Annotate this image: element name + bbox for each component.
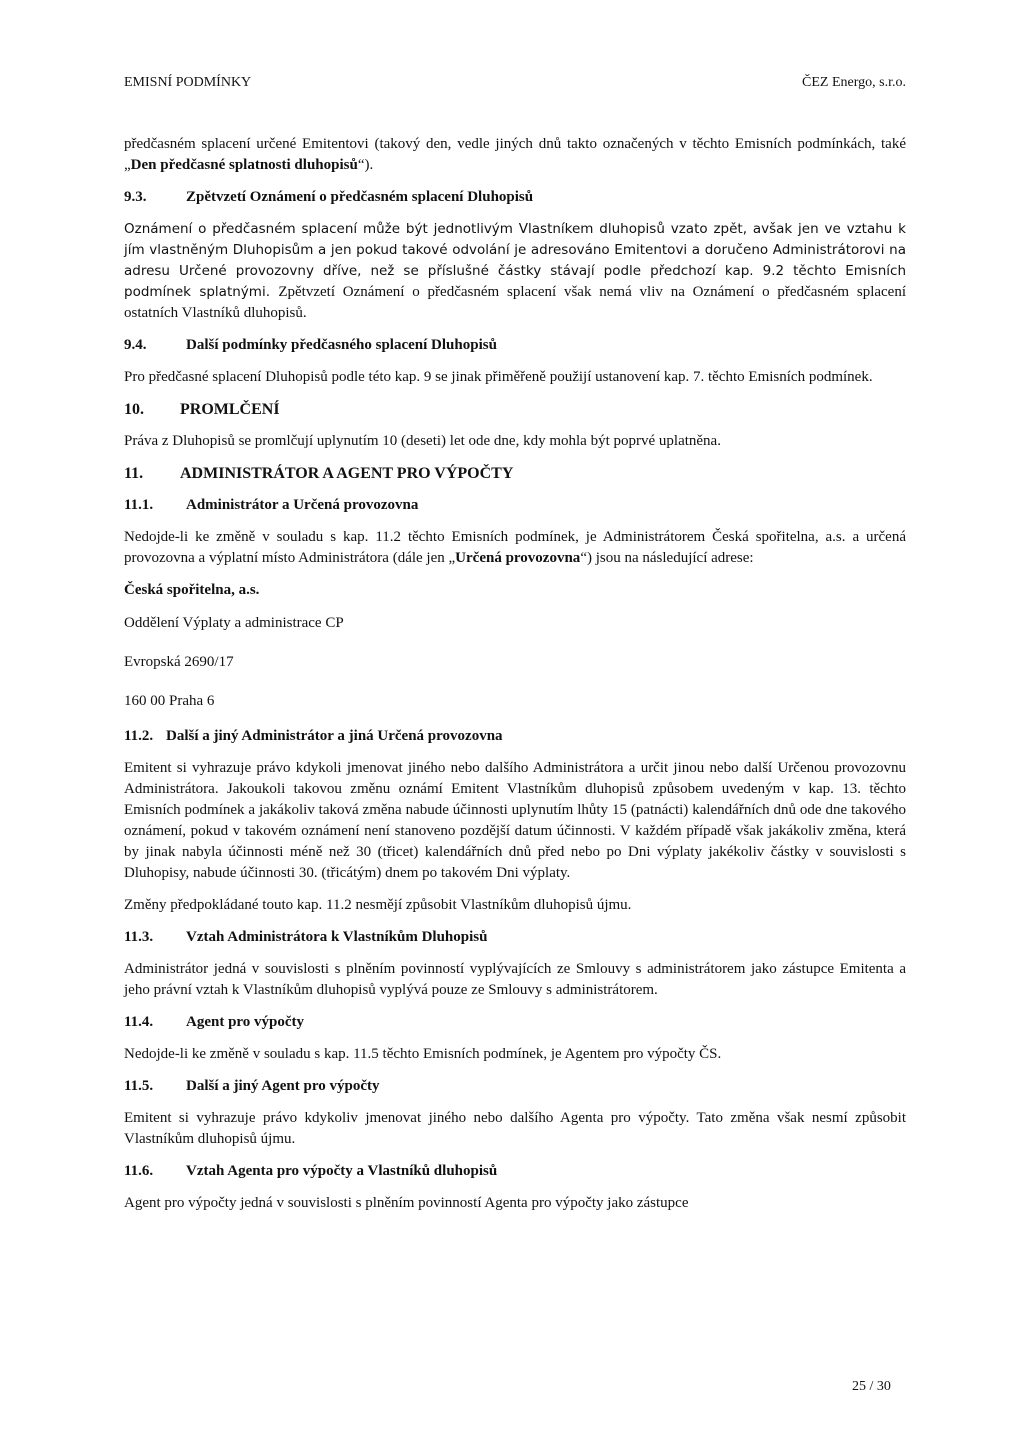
address-line-city: 160 00 Praha 6	[124, 693, 215, 709]
header-document-title: EMISNÍ PODMÍNKY	[124, 75, 252, 90]
section-number: 11.1.	[124, 497, 154, 513]
section-title: ADMINISTRÁTOR A AGENT PRO VÝPOČTY	[180, 465, 514, 482]
header-company-name: ČEZ Energo, s.r.o.	[802, 75, 906, 90]
page-number: 25 / 30	[852, 1379, 891, 1394]
section-title: Vztah Agenta pro výpočty a Vlastníků dluhopisů	[186, 1163, 498, 1179]
section-11-3-paragraph: Administrátor jedná v souvislosti s plněním povinností vyplývajících ze Smlouvy s administrátorem jako zástupce Emitenta a jeho právní vztah k Vlastníkům dluhopisů vyplývá pouze ze Smlouvy s administrátorem.	[124, 961, 906, 998]
section-title: Další podmínky předčasného splacení Dluhopisů	[186, 337, 497, 353]
section-11-2-paragraph-2: Změny předpokládané touto kap. 11.2 nesmějí způsobit Vlastníkům dluhopisů újmu.	[124, 897, 632, 913]
section-11-1-defined-term: Určená provozovna	[455, 550, 581, 566]
section-11-3-heading	[124, 927, 906, 948]
section-11-2-paragraph: Emitent si vyhrazuje právo kdykoli jmenovat jiného nebo dalšího Administrátora a určit jinou nebo další Určenou provozovnu Administrátora. Jakoukoli takovou změnu oznámí Emitent Vlastníkům dluhopisů způsobem uvedeným v kap. 13. těchto Emisních podmínek a jakákoliv taková změna nabude účinnosti uplynutím lhůty 15 (patnácti) kalendářních dnů ode dne takového oznámení, pokud v takovém oznámení není stanoveno pozdější datum účinnosti. V každém případě však jakákoliv změna, která by jinak nabyla účinnosti méně než 30 (třicet) kalendářních dnů před nebo po Dni výplaty jakékoliv částky v souvislosti s Dluhopisy, nabude účinnosti 30. (třicátým) dnem po takovém Dni výplaty.	[124, 760, 906, 881]
section-number: 11.3.	[124, 929, 154, 945]
intro-paragraph	[124, 134, 906, 176]
section-9-4-heading	[124, 335, 906, 356]
section-9-3-text-b: Zpětvzetí Oznámení o předčasném splacení však nemá vliv na Oznámení o předčasném splacení ostatních Vlastníků dluhopisů.	[124, 284, 906, 321]
section-11-6-heading	[124, 1161, 906, 1182]
section-11-4-heading	[124, 1012, 906, 1033]
section-11-6-paragraph: Agent pro výpočty jedná v souvislosti s plněním povinností Agenta pro výpočty jako zástupce	[124, 1195, 689, 1211]
section-10-heading	[124, 399, 906, 420]
section-title: Vztah Administrátora k Vlastníkům Dluhopisů	[186, 929, 488, 945]
section-title: Zpětvzetí Oznámení o předčasném splacení Dluhopisů	[186, 189, 534, 205]
section-9-3-text-a: Oznámení o předčasném splacení může být jednotlivým Vlastníkem dluhopisů vzato zpět, avšak jen ve vztahu k jím vlastněným Dluhopisům a jen pokud takové odvolání je adresováno Emitentovi a doručeno Administrátorovi na adresu Určené provozovny dříve, než se příslušné částky stávají podle předchozí kap. 9.2 těchto Emisních podmínek splatnými.	[124, 221, 906, 300]
section-title: Další a jiný Agent pro výpočty	[186, 1078, 380, 1094]
section-9-3-paragraph	[124, 219, 906, 324]
section-title: PROMLČENÍ	[180, 401, 280, 418]
section-number: 10.	[124, 401, 144, 418]
section-number: 9.3.	[124, 189, 147, 205]
document-body	[124, 134, 906, 1225]
section-number: 9.4.	[124, 337, 147, 353]
address-line-street: Evropská 2690/17	[124, 654, 234, 670]
section-number: 11.6.	[124, 1163, 154, 1179]
section-11-1-paragraph	[124, 527, 906, 569]
section-10-paragraph: Práva z Dluhopisů se promlčují uplynutím 10 (deseti) let ode dne, kdy mohla být poprvé uplatněna.	[124, 433, 721, 449]
section-11-5-heading	[124, 1076, 906, 1097]
section-number: 11.2.	[124, 728, 154, 744]
section-title: Administrátor a Určená provozovna	[186, 497, 419, 513]
section-11-1-text: Nedojde-li ke změně v souladu s kap. 11.2 těchto Emisních podmínek, je Administrátorem Česká spořitelna, a.s. a určená provozovna a výplatní místo Administrátora (dále jen „	[124, 529, 906, 566]
section-title: Další a jiný Administrátor a jiná Určená provozovna	[166, 728, 503, 744]
section-9-3-heading	[124, 187, 906, 208]
section-11-4-paragraph: Nedojde-li ke změně v souladu s kap. 11.5 těchto Emisních podmínek, je Agentem pro výpočty ČS.	[124, 1046, 722, 1062]
intro-text: předčasném splacení určené Emitentovi (takový den, vedle jiných dnů takto označených v těchto Emisních podmínkách, také „	[124, 136, 906, 173]
section-11-heading	[124, 463, 906, 484]
section-11-1-text-end: “) jsou na následující adrese:	[580, 550, 754, 566]
section-number: 11.	[124, 465, 144, 482]
section-number: 11.4.	[124, 1014, 154, 1030]
address-line-department: Oddělení Výplaty a administrace CP	[124, 615, 344, 631]
section-number: 11.5.	[124, 1078, 154, 1094]
section-11-5-paragraph: Emitent si vyhrazuje právo kdykoliv jmenovat jiného nebo dalšího Agenta pro výpočty. Tato změna však nesmí způsobit Vlastníkům dluhopisů újmu.	[124, 1110, 906, 1147]
intro-text-end: “).	[357, 157, 374, 173]
section-11-2-heading	[124, 726, 906, 747]
section-title: Agent pro výpočty	[186, 1014, 305, 1030]
section-11-1-heading	[124, 495, 906, 516]
page-header	[124, 72, 906, 93]
address-line-bank: Česká spořitelna, a.s.	[124, 582, 260, 598]
intro-defined-term: Den předčasné splatnosti dluhopisů	[130, 157, 358, 173]
section-9-4-paragraph: Pro předčasné splacení Dluhopisů podle této kap. 9 se jinak přiměřeně použijí ustanovení kap. 7. těchto Emisních podmínek.	[124, 369, 873, 385]
